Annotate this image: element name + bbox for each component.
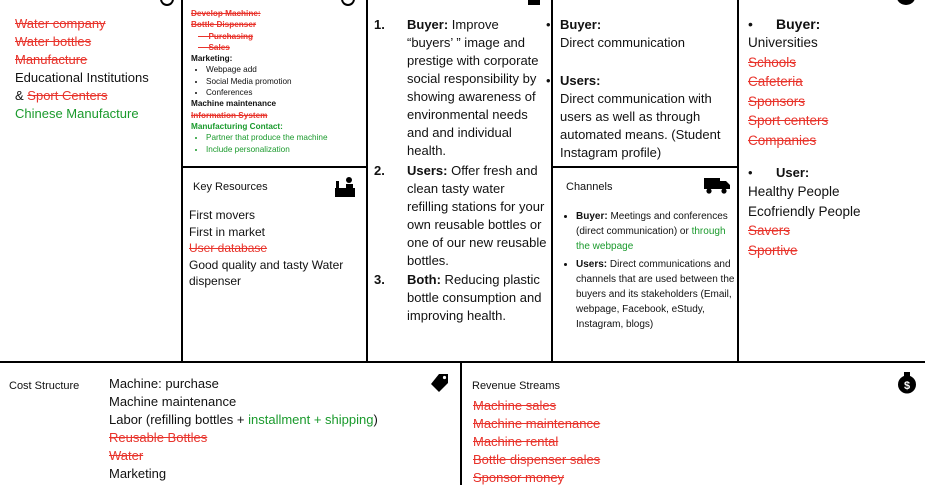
activity-item: Manufacturing Contact: xyxy=(191,121,283,131)
revenue-streams-title: Revenue Streams xyxy=(472,380,561,392)
activity-item: • Partner that produce the machine xyxy=(206,132,363,143)
cost-item: Labor (refilling bottles + installment + shipping) xyxy=(109,412,378,427)
divider xyxy=(181,0,183,362)
cost-item: Marketing xyxy=(109,466,167,481)
value-item: 1. Buyer: Improve “buyers’ ” image and prestige with corporate social responsibility by showing awareness of environmental needs and and individual health. xyxy=(374,17,539,158)
partner-item: Water bottles xyxy=(15,34,92,49)
cost-structure-title: Cost Structure xyxy=(9,380,80,392)
activity-item: Machine maintenance xyxy=(191,99,277,109)
key-activities: Develop Machine: Bottle Dispenser — Purchasing — Sales Marketing: • Webpage add • Social Media promotion • Conferences Machine maintenance Information System Manufacturing Contact: • Partner that produce the machine • Include personalization xyxy=(191,8,363,155)
resource-item: First movers xyxy=(189,208,255,222)
channels xyxy=(563,209,735,333)
cost-item: Water xyxy=(109,448,144,463)
money-bag-icon xyxy=(897,372,917,394)
segment-item: Universities xyxy=(748,35,818,50)
segment-item: Schools xyxy=(748,54,797,70)
resource-item: User database xyxy=(189,241,268,255)
activity-item: Information System xyxy=(191,110,268,120)
key-partners xyxy=(15,15,181,123)
revenue-item: Machine sales xyxy=(473,398,557,413)
value-item: 3. Both: Reducing plastic bottle consumption and improving health. xyxy=(374,272,542,323)
customer-segments: • Buyer: Universities Schools Cafeteria Sponsors Sport centers Companies • User: Healthy People Ecofriendly People Savers Sportive xyxy=(748,15,923,260)
divider xyxy=(366,0,368,362)
cost-structure xyxy=(109,375,454,483)
divider xyxy=(552,166,737,168)
truck-icon xyxy=(704,177,730,194)
segment-item: Healthy People xyxy=(748,184,840,199)
value-propositions xyxy=(374,16,548,325)
divider xyxy=(551,0,553,362)
revenue-item: Sponsor money xyxy=(473,470,565,485)
divider xyxy=(737,0,739,362)
revenue-item: Bottle dispenser sales xyxy=(473,452,601,467)
channel-item: • Users: Direct communications and channels that are used between the buyers and its stakeholders (Email, webpage, Facebook, eStudy, Instagram, blogs) xyxy=(576,257,735,333)
segment-item: Companies xyxy=(748,132,817,148)
activity-item: Develop Machine: xyxy=(191,9,261,18)
partner-item: Educational Institutions xyxy=(15,70,149,85)
partner-item: Chinese Manufacture xyxy=(15,106,139,121)
partner-item: & Sport Centers xyxy=(15,88,108,103)
channel-item: • Buyer: Meetings and conferences (direct communication) or through the webpage xyxy=(576,209,735,255)
divider xyxy=(182,166,366,168)
divider xyxy=(460,362,462,485)
key-resources-title: Key Resources xyxy=(193,181,268,193)
key-resources xyxy=(189,207,364,290)
activity-item: Marketing: xyxy=(191,54,233,64)
segment-item: Sponsors xyxy=(748,93,806,109)
activity-item: Bottle Dispenser xyxy=(191,20,257,30)
revenue-item: Machine maintenance xyxy=(473,416,601,431)
activities-icon xyxy=(341,0,355,6)
resource-item: Good quality and tasty Water dispenser xyxy=(189,257,344,288)
segment-item: Sport centers xyxy=(748,113,829,128)
value-icon xyxy=(528,0,540,5)
factory-worker-icon xyxy=(333,176,357,198)
channels-title: Channels xyxy=(566,181,613,193)
partners-icon xyxy=(160,0,174,6)
activity-item: • Include personalization xyxy=(206,144,363,155)
activity-item: • Webpage add xyxy=(206,64,363,75)
segment-item: Ecofriendly People xyxy=(748,203,861,219)
value-item: 2. Users: Offer fresh and clean tasty water refilling stations for your own reusable bottles or one of our new reusable bottles. xyxy=(374,163,547,268)
cost-item: Machine: purchase xyxy=(109,376,219,391)
revenue-streams xyxy=(473,397,893,487)
resource-item: First in market xyxy=(189,224,266,239)
svg-text:$: $ xyxy=(903,380,911,392)
activity-item: • Social Media promotion xyxy=(206,76,363,87)
segment-item: Savers xyxy=(748,223,791,238)
cost-item: Reusable Bottles xyxy=(109,430,208,445)
divider xyxy=(0,361,925,363)
segment-item: Sportive xyxy=(748,242,798,258)
partner-item: Manufacture xyxy=(15,52,88,67)
segments-icon xyxy=(897,0,915,5)
cost-item: Machine maintenance xyxy=(109,394,237,409)
segment-item: Cafeteria xyxy=(748,74,803,89)
revenue-item: Machine rental xyxy=(473,434,559,449)
customer-relationships: • Buyer: Direct communication • Users: Direct communication with users as well as through automated means. (Student Instagram profile) xyxy=(546,17,721,160)
activity-item: • Conferences xyxy=(206,87,363,98)
partner-item: Water company xyxy=(15,16,106,31)
